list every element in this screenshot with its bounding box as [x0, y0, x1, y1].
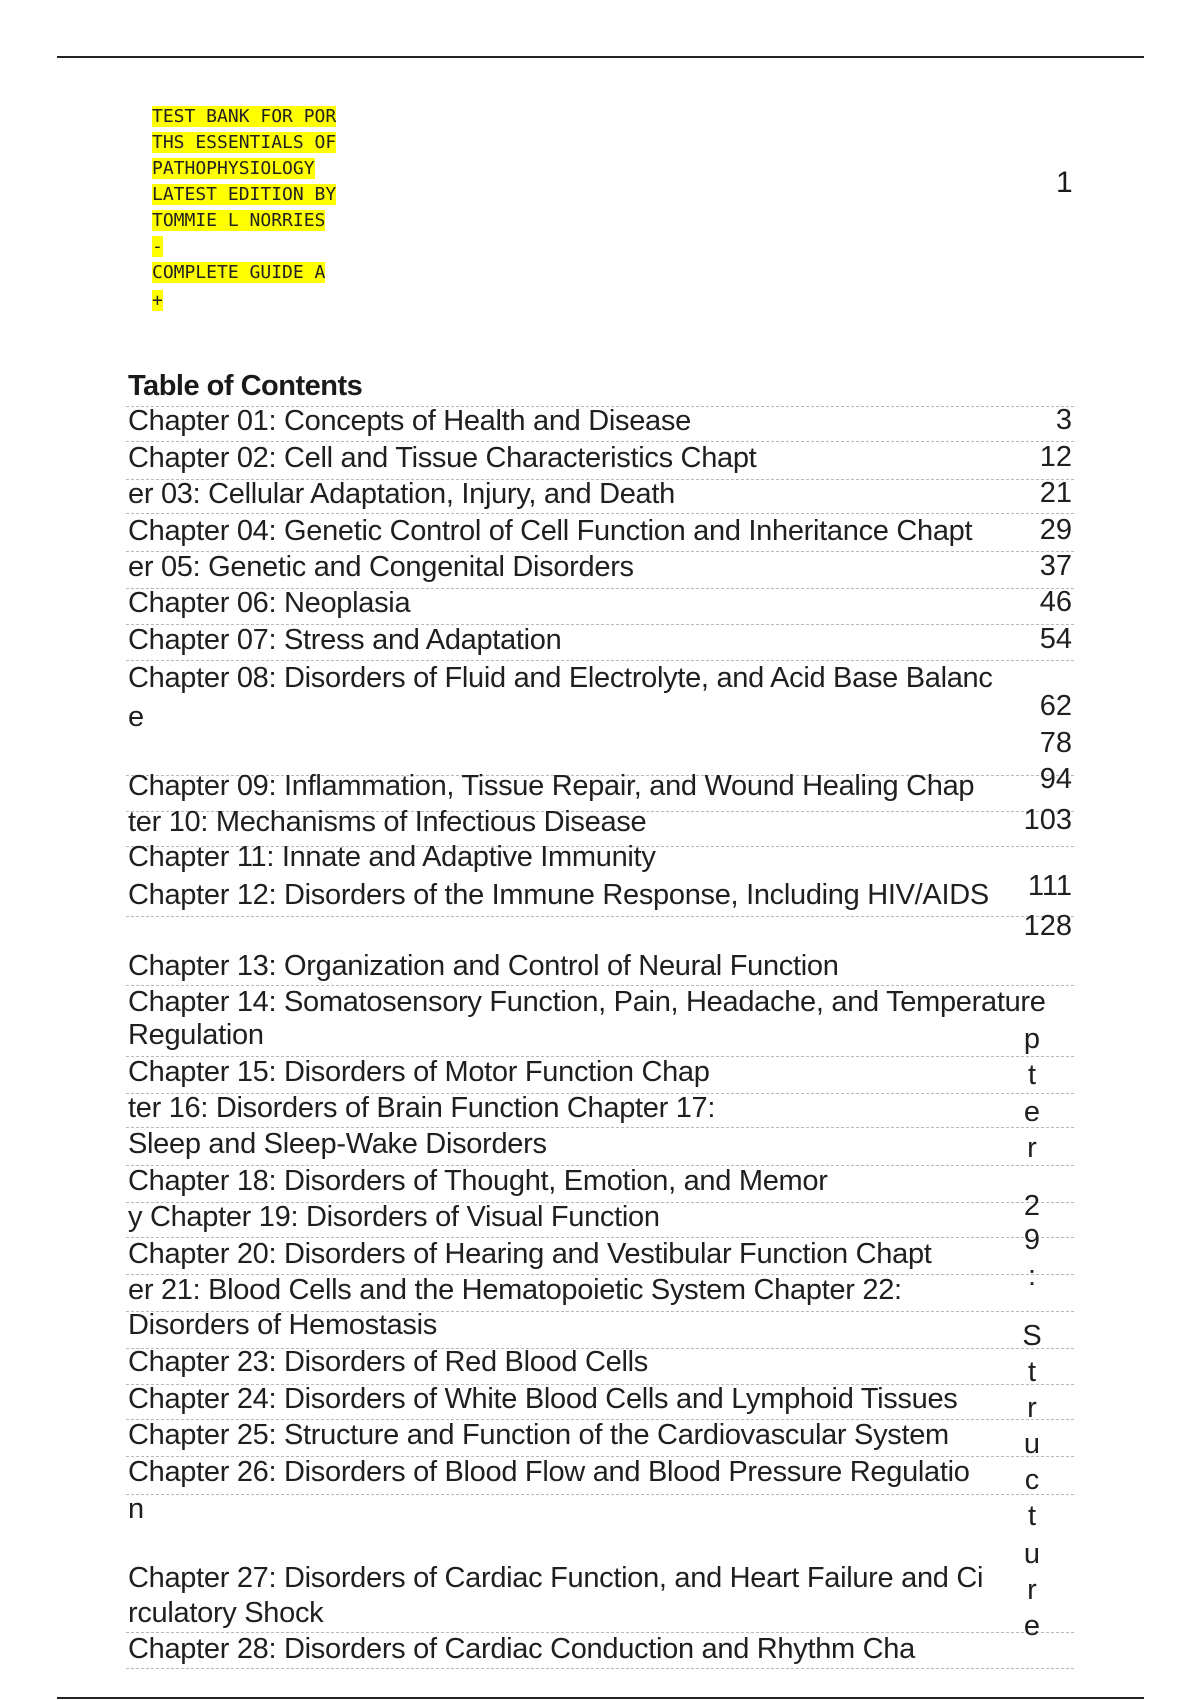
toc-entry[interactable]: er 05: Genetic and Congenital Disorders: [128, 551, 634, 583]
toc-entry[interactable]: Chapter 18: Disorders of Thought, Emotion, and Memor: [128, 1165, 828, 1197]
toc-page-number: 62: [1039, 690, 1072, 722]
toc-entry[interactable]: Regulation: [128, 1019, 264, 1051]
toc-entry[interactable]: Chapter 07: Stress and Adaptation: [128, 624, 562, 656]
vertical-char: t: [1027, 1356, 1037, 1388]
vertical-char: r: [1027, 1574, 1037, 1606]
toc-heading: Table of Contents: [128, 370, 363, 402]
vertical-char: c: [1024, 1464, 1040, 1496]
title-line: TOMMIE L NORRIES: [152, 210, 326, 231]
title-line: THS ESSENTIALS OF: [152, 132, 337, 153]
toc-entry[interactable]: Chapter 08: Disorders of Fluid and Electrolyte, and Acid Base Balanc: [128, 662, 993, 694]
toc-entry[interactable]: ter 10: Mechanisms of Infectious Disease: [128, 806, 647, 838]
toc-entry[interactable]: Chapter 24: Disorders of White Blood Cells and Lymphoid Tissues: [128, 1383, 958, 1415]
toc-page-number: 128: [1023, 910, 1072, 942]
toc-entry[interactable]: er 21: Blood Cells and the Hematopoietic System Chapter 22:: [128, 1274, 902, 1306]
vertical-char: t: [1027, 1059, 1037, 1091]
toc-entry[interactable]: rculatory Shock: [128, 1597, 324, 1629]
toc-entry[interactable]: Chapter 25: Structure and Function of the Cardiovascular System: [128, 1419, 949, 1451]
vertical-char: :: [1027, 1260, 1037, 1292]
toc-page-number: 54: [1039, 623, 1072, 655]
page-number: 1: [1056, 166, 1073, 199]
toc-page-number: 46: [1039, 586, 1072, 618]
title-line: TEST BANK FOR POR: [152, 106, 337, 127]
toc-page-number: 78: [1039, 727, 1072, 759]
toc-entry[interactable]: Chapter 27: Disorders of Cardiac Function, and Heart Failure and Ci: [128, 1562, 984, 1594]
title-line: COMPLETE GUIDE A: [152, 262, 326, 283]
leader-line: [126, 660, 1074, 661]
toc-entry[interactable]: e: [128, 701, 144, 733]
toc-entry[interactable]: Chapter 12: Disorders of the Immune Response, Including HIV/AIDS: [128, 879, 989, 911]
vertical-char: r: [1027, 1132, 1037, 1164]
vertical-char: t: [1027, 1500, 1037, 1532]
title-line: PATHOPHYSIOLOGY: [152, 158, 315, 179]
toc-entry[interactable]: er 03: Cellular Adaptation, Injury, and Death: [128, 478, 675, 510]
leader-line: [126, 916, 1074, 917]
toc-entry[interactable]: Chapter 15: Disorders of Motor Function Chap: [128, 1056, 710, 1088]
toc-entry[interactable]: Chapter 02: Cell and Tissue Characteristics Chapt: [128, 442, 757, 474]
toc-entry[interactable]: Chapter 20: Disorders of Hearing and Vestibular Function Chapt: [128, 1238, 932, 1270]
leader-line: [126, 1668, 1074, 1669]
toc-page-number: 37: [1039, 550, 1072, 582]
toc-entry[interactable]: Chapter 11: Innate and Adaptive Immunity: [128, 841, 656, 873]
toc-entry[interactable]: Chapter 06: Neoplasia: [128, 587, 411, 619]
bottom-rule: [57, 1697, 1144, 1699]
toc-entry[interactable]: Chapter 26: Disorders of Blood Flow and Blood Pressure Regulatio: [128, 1456, 970, 1488]
toc-entry[interactable]: Chapter 09: Inflammation, Tissue Repair, and Wound Healing Chap: [128, 770, 975, 802]
vertical-char: 2: [1023, 1190, 1041, 1222]
toc-entry[interactable]: Disorders of Hemostasis: [128, 1309, 437, 1341]
toc-entry[interactable]: y Chapter 19: Disorders of Visual Function: [128, 1201, 660, 1233]
toc-entry[interactable]: Chapter 28: Disorders of Cardiac Conduction and Rhythm Cha: [128, 1633, 915, 1665]
vertical-char: S: [1022, 1320, 1042, 1352]
vertical-char: u: [1023, 1538, 1041, 1570]
leader-line: [126, 513, 1074, 514]
toc-entry[interactable]: Sleep and Sleep-Wake Disorders: [128, 1128, 547, 1160]
title-line: LATEST EDITION BY: [152, 184, 337, 205]
vertical-char: p: [1023, 1023, 1041, 1055]
toc-page-number: 94: [1039, 763, 1072, 795]
toc-page-number: 12: [1039, 441, 1072, 473]
toc-page-number: 3: [1055, 404, 1072, 436]
leader-line: [126, 1494, 1074, 1495]
vertical-char: e: [1023, 1610, 1041, 1642]
toc-page-number: 103: [1023, 804, 1072, 836]
toc-page-number: 29: [1039, 514, 1072, 546]
vertical-char: r: [1027, 1392, 1037, 1424]
toc-entry[interactable]: ter 16: Disorders of Brain Function Chapter 17:: [128, 1092, 716, 1124]
toc-entry[interactable]: Chapter 23: Disorders of Red Blood Cells: [128, 1346, 648, 1378]
toc-page-number: 21: [1039, 477, 1072, 509]
vertical-char: u: [1023, 1428, 1041, 1460]
title-line: +: [152, 290, 163, 311]
top-rule: [57, 56, 1144, 58]
title-line: -: [152, 236, 163, 257]
toc-entry[interactable]: Chapter 01: Concepts of Health and Disease: [128, 405, 691, 437]
vertical-char: e: [1023, 1096, 1041, 1128]
toc-entry[interactable]: Chapter 14: Somatosensory Function, Pain, Headache, and Temperature: [128, 986, 1046, 1018]
toc-entry[interactable]: Chapter 04: Genetic Control of Cell Function and Inheritance Chapt: [128, 515, 973, 547]
toc-entry[interactable]: Chapter 13: Organization and Control of Neural Function: [128, 950, 839, 982]
toc-page-number: 111: [1027, 870, 1072, 902]
vertical-char: 9: [1023, 1224, 1041, 1256]
toc-entry[interactable]: n: [128, 1493, 144, 1525]
